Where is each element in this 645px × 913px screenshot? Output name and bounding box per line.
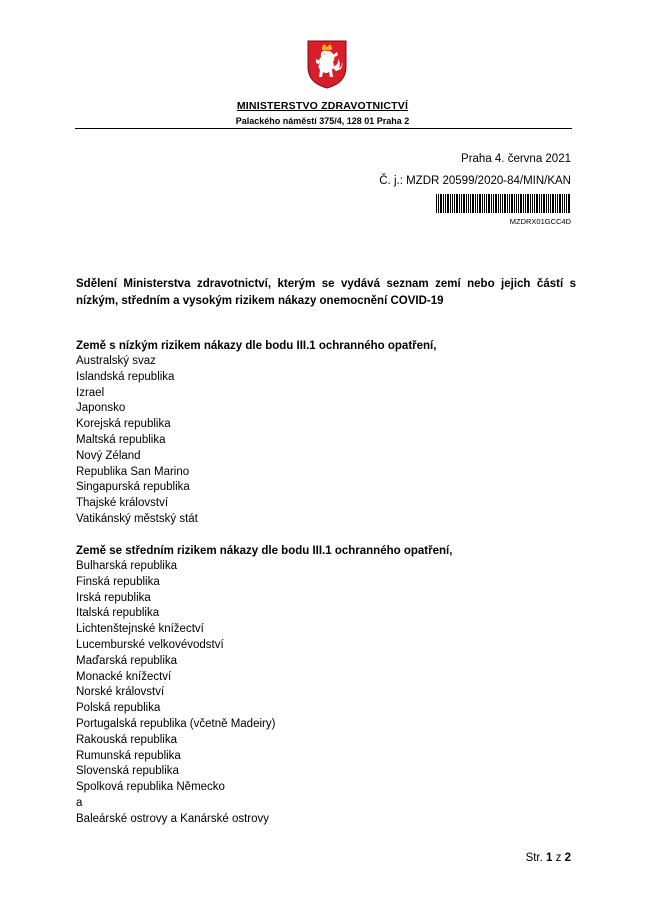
ministry-name: MINISTERSTVO ZDRAVOTNICTVÍ (236, 100, 409, 112)
country-list-item: Islandská republika (76, 370, 175, 383)
country-list-item: Slovenská republika (76, 765, 179, 778)
country-list-item: Norské království (76, 686, 165, 699)
country-list-item: Republika San Marino (76, 465, 190, 478)
country-list-item: Italská republika (76, 607, 160, 620)
reference-number: Č. j.: MZDR 20599/2020-84/MIN/KAN (379, 175, 571, 187)
page-number-separator: z (555, 852, 562, 864)
country-list-item: Vatikánský městský stát (76, 512, 198, 525)
barcode-icon (436, 194, 570, 213)
country-list-item: Portugalská republika (včetně Madeiry) (76, 717, 276, 730)
country-list-item: Australský svaz (76, 355, 156, 367)
country-list-item: Thajské království (76, 497, 169, 510)
country-list-item: Lichtenštejnské knížectví (76, 623, 204, 636)
country-list-item: Spolková republika Německo (76, 781, 225, 794)
country-list-item: Polská republika (76, 702, 161, 715)
country-list-item: a (76, 796, 83, 809)
country-list-item: Maďarská republika (76, 654, 178, 667)
country-list-item: Nový Zéland (76, 449, 141, 462)
country-list-item: Maltská republika (76, 433, 166, 446)
page-number-current: 1 (546, 852, 553, 864)
medium-risk-country-list (76, 559, 275, 828)
country-list-item: Singapurská republika (76, 481, 190, 494)
page-number (526, 852, 571, 864)
country-list-item: Irská republika (76, 591, 151, 604)
page-number-total: 2 (564, 852, 571, 864)
country-list-item: Korejská republika (76, 418, 171, 431)
header-divider (75, 128, 572, 129)
page-number-prefix: Str. (525, 852, 543, 864)
document-date: Praha 4. června 2021 (461, 153, 571, 165)
country-list-item: Finská republika (76, 575, 160, 588)
ministry-address: Palackého náměstí 375/4, 128 01 Praha 2 (235, 116, 410, 126)
document-title: Sdělení Ministerstva zdravotnictví, kterým se vydává seznam zemí nebo jejich částí s nízkým, středním a vysokým rizikem nákazy onemocnění COVID-19 (76, 278, 576, 307)
country-list-item: Baleárské ostrovy a Kanárské ostrovy (76, 812, 270, 825)
country-list-item: Bulharská republika (76, 560, 178, 572)
country-list-item: Monacké knížectví (76, 670, 172, 683)
country-list-item: Izrael (76, 386, 105, 399)
country-list-item: Rumunská republika (76, 749, 181, 762)
barcode-label: MZDRX01GCC4D (509, 217, 571, 226)
czech-lion-emblem-icon (306, 39, 348, 89)
medium-risk-heading: Země se středním rizikem nákazy dle bodu III.1 ochranného opatření, (76, 545, 453, 557)
country-list-item: Rakouská republika (76, 733, 178, 746)
country-list-item: Japonsko (76, 402, 126, 415)
country-list-item: Lucemburské velkovévodství (76, 638, 224, 651)
low-risk-heading: Země s nízkým rizikem nákazy dle bodu III.1 ochranného opatření, (76, 340, 437, 352)
low-risk-country-list (76, 354, 198, 528)
